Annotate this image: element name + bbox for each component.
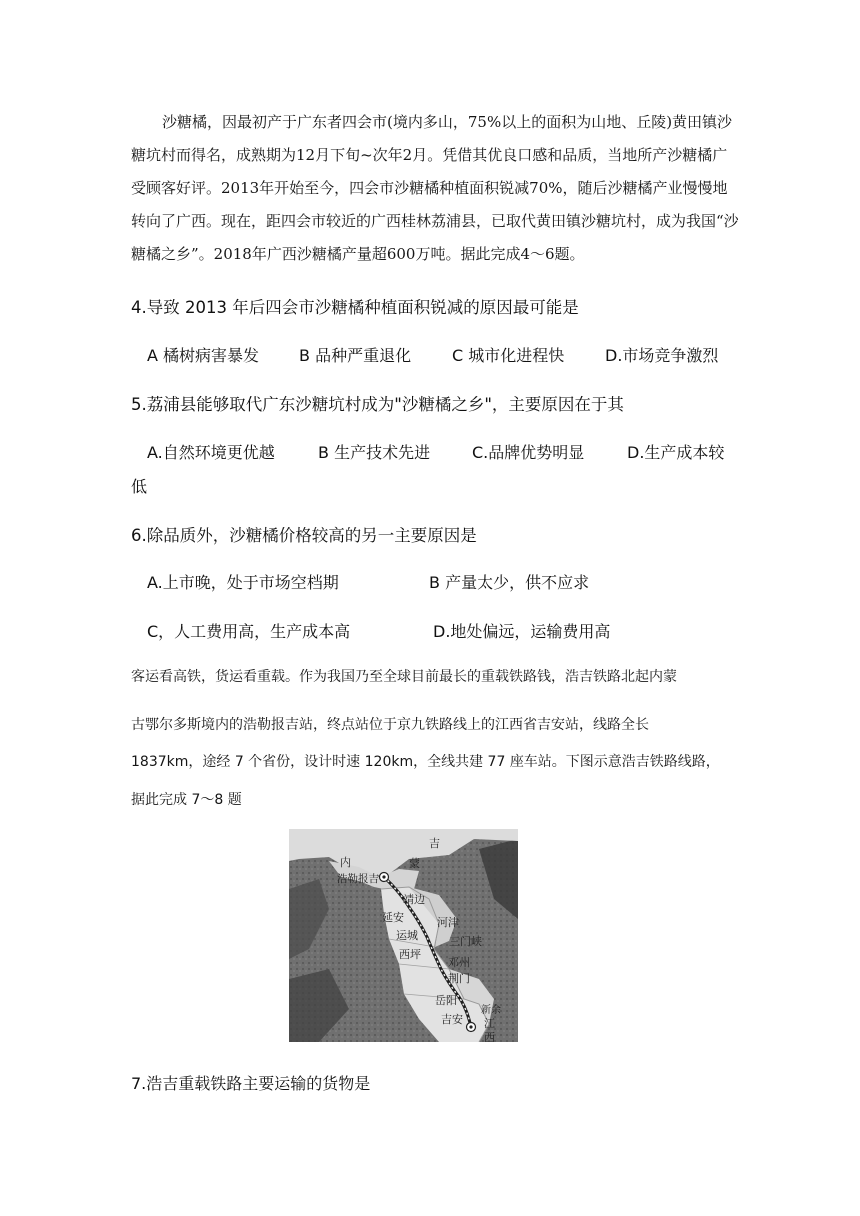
map-label: 蒙 [409,857,420,870]
question-5-option-a: A.自然环境更优越 [147,443,275,462]
passage-haoji-line-1: 客运看高铁，货运看重载。作为我国乃至全球目前最长的重载铁路钱，浩吉铁路北起内蒙 [131,669,677,685]
passage-shatangju [131,111,739,266]
map-label: 三门峡 [449,935,482,948]
map-label: 河津 [437,916,459,929]
question-6-stem: 6.除品质外，沙糖橘价格较高的另一主要原因是 [131,526,477,545]
question-5-stem: 5.荔浦县能够取代广东沙糖坑村成为"沙糖橘之乡"，主要原因在于其 [131,395,624,414]
question-5-option-d: D.生产成本较 [627,443,725,462]
map-label: 江 [484,1017,495,1030]
passage-line: 糖坑村而得名，成熟期为12月下旬~次年2月。凭借其优良口感和品质，当地所产沙糖橘广 [131,146,728,164]
map-label: 西坪 [399,948,421,961]
map-label: 运城 [396,929,418,942]
passage-line: 沙糖橘，因最初产于广东者四会市(境内多山，75%以上的面积为山地、丘陵)黄田镇沙 [162,113,733,131]
map-label: 靖边 [403,893,425,906]
passage-haoji-line-4: 据此完成 7～8 题 [131,792,242,808]
question-6-option-a: A.上市晚，处于市场空档期 [147,573,339,592]
question-4-option-d: D.市场竞争激烈 [605,346,719,365]
map-label: 浩勒报吉 [337,873,379,885]
question-5-option-d-wrap: 低 [131,477,148,496]
question-6-option-b: B 产量太少，供不应求 [429,573,590,592]
map-label: 岳阳 [435,994,457,1007]
map-label: 延安 [382,911,404,924]
map-label: 吉安 [441,1013,463,1026]
passage-line: 受顾客好评。2013年开始至今，四会市沙糖橘种植面积锐减70%，随后沙糖橘产业慢慢地 [131,179,728,197]
question-4-stem: 4.导致 2013 年后四会市沙糖橘种植面积锐减的原因最可能是 [131,298,579,317]
passage-line: 糖橘之乡”。2018年广西沙糖橘产量超600万吨。据此完成4～6题。 [131,245,585,263]
map-label: 新余 [481,1005,501,1016]
question-7-stem: 7.浩吉重载铁路主要运输的货物是 [131,1074,371,1093]
question-4-option-a: A 橘树病害暴发 [147,346,260,365]
passage-haoji-line-3: 1837km，途经 7 个省份，设计时速 120km，全线共建 77 座车站。下图示意浩吉铁路线路， [131,754,720,770]
question-5-option-b: B 生产技术先进 [318,443,431,462]
map-label: 荆门 [448,972,470,985]
map-label: 邓州 [448,956,470,969]
map-label: 西 [484,1031,495,1042]
passage-line: 转向了广西。现在，距四会市较近的广西桂林荔浦县，已取代黄田镇沙糖坑村，成为我国“沙 [131,212,739,230]
question-4-option-c: C 城市化进程快 [452,346,565,365]
map-label: 内 [340,856,351,869]
question-6-option-d: D.地处偏远，运输费用高 [433,622,611,641]
passage-haoji-line-2: 古鄂尔多斯境内的浩勒报吉站，终点站位于京九铁路线上的江西省吉安站，线路全长 [131,717,649,733]
question-4-option-b: B 品种严重退化 [299,346,412,365]
haoji-railway-map [289,829,518,1042]
map-label: 吉 [429,837,440,850]
question-5-option-c: C.品牌优势明显 [472,443,585,462]
question-6-option-c: C，人工费用高，生产成本高 [147,622,351,641]
